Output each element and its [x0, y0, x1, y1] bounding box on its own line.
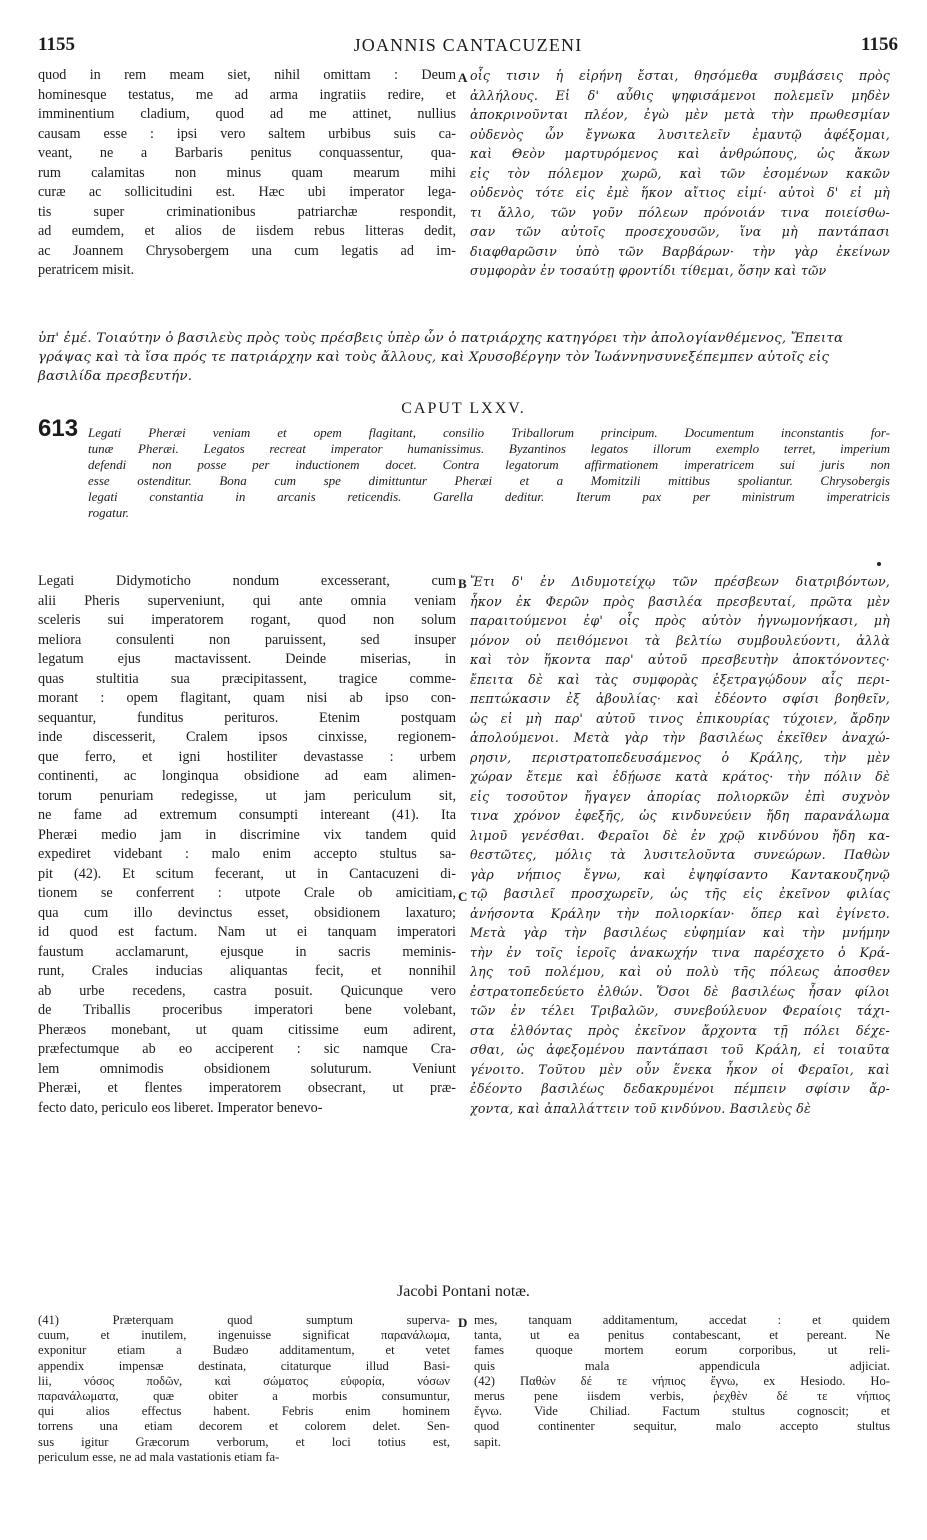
- text-line: alii Pheris superveniunt, qui ante omnia veniam: [38, 592, 456, 609]
- text-line: τὴν ἐν τοῖς ἱεροῖς ἀνακωχήν τινα παρέσχετο ὁ Κρά-: [470, 944, 890, 960]
- note-line: lii, νόσος ποδῶν, καὶ σώματος εὐφορία, νόσων: [38, 1373, 450, 1388]
- text-line: συνεξέπεμπεν αὐτοῖς εἰς βασιλίδα πρεσβευτήν.: [38, 350, 830, 384]
- text-line: quas stultitia sua præcipitassent, tragice comme-: [38, 670, 456, 687]
- summary-line: defendi non posse per inductionem docet. Contra legatorum affirmationem imperatricem sui juris non: [88, 457, 890, 472]
- text-line: meliora consulenti non paruissent, sed insuper: [38, 631, 456, 648]
- text-line: ἀπολούμενοι. Μετὰ γὰρ τὴν βασιλέως ἐκεῖθεν ἀναχώ-: [470, 730, 890, 745]
- greek-continuation-full: [38, 329, 890, 386]
- text-line: οἷς τισιν ἡ εἰρήνη ἔσται, θησόμεθα συμβάσεις πρὸς: [470, 68, 890, 83]
- running-title: JOANNIS CANTACUZENI: [353, 35, 583, 55]
- text-line: que ferro, et igni hostiliter devastasse : urbem: [38, 748, 456, 765]
- text-line: ρησιν, περιστρατοπεδευσάμενος ὁ Κράλης, τὴν μὲν: [470, 749, 890, 765]
- text-line: pit (42). Et scitum fecerant, ut in Cantacuzeni di-: [38, 865, 456, 882]
- text-line: Legati Didymoticho nondum excesserant, cum: [38, 573, 456, 589]
- note-line: fames quoque mortem eorum corporibus, ut reli-: [474, 1343, 890, 1358]
- text-line: quod in rem meam siet, nihil omittam : Deum: [38, 67, 456, 83]
- summary-line: rogatur.: [88, 505, 130, 520]
- text-line: γὰρ νήπιος ἔγνω, καὶ ἐψηφίσαντο Καντακουζηνῷ: [470, 866, 890, 882]
- note-line: (42) Παθὼν δέ τε νήπιος ἔγνω, ex Hesiodo. Ho-: [474, 1373, 890, 1388]
- text-line: σθαι, ὡς ἀφεξομένου παντάπασι τοῦ Κράλη, εἰ τοιαῦτα: [470, 1042, 890, 1057]
- text-line: στα ἐλθόντας πρὸς ἐκεῖνον ἄρχοντα τῇ πόλει δέχε-: [470, 1022, 890, 1038]
- text-line: εἰς τὸν πόλεμον χωρῶ, καὶ τῶν ἐσομένων κακῶν: [470, 165, 890, 181]
- text-line: καὶ Θεὸν μαρτυρόμενος καὶ ἀνθρώπους, ὡς ἄκων: [470, 146, 890, 161]
- text-line: εἰς τοσοῦτον ἤγαγεν ἀπορίας πολιορκῶν ἐπὶ συχνὸν: [470, 788, 890, 804]
- page-header: [38, 34, 898, 56]
- text-line: peratricem misit.: [38, 262, 135, 278]
- note-line: cuum, et inutilem, ingenuisse significat παρανάλωμα,: [38, 1328, 450, 1343]
- text-line: Ἔτι δ' ἐν Διδυμοτείχῳ τῶν πρέσβεων διατριβόντων,: [470, 574, 890, 589]
- note-line: periculum esse, ne ad mala vastationis etiam fa-: [38, 1449, 280, 1464]
- text-line: ad eumdem, et alios de iisdem rebus litteras dedit,: [38, 223, 456, 239]
- text-line: τῶν ἐν τέλει Τριβαλῶν, συνεβούλευον Φεραίοις τάχι-: [470, 1003, 890, 1018]
- text-line: ὑπ' ἐμέ. Τοιαύτην ὁ βασιλεὺς πρὸς τοὺς πρέσβεις ὑπὲρ ὧν ὁ πατριάρχης κατηγόρει τὴν ἀπολογίαν: [38, 331, 726, 346]
- note-line: sus igitur Græcorum verborum, et loci totius est,: [38, 1434, 450, 1449]
- greek-column-top: [470, 66, 890, 281]
- text-line: hominesque testatus, me ad arma ingratiis redire, et: [38, 86, 456, 103]
- text-line: Pheræi medio jam in discrimine vix tandem quid: [38, 826, 456, 843]
- greek-column-main: [470, 572, 890, 1118]
- note-line: merus pene iisdem verbis, ῥεχθὲν δέ τε νήπιος: [474, 1389, 890, 1404]
- latin-column-top: [38, 66, 456, 281]
- summary-line: Legati Pheræi veniam et opem flagitant, consilio Triballorum principum. Documentum inconstantis for-: [88, 425, 890, 440]
- note-line: appendix impensæ destinata, citaturque illud Basi-: [38, 1358, 450, 1373]
- note-line: exponitur etiam a Budæo additamentum, et vetet: [38, 1343, 450, 1358]
- notes-column-left: [38, 1313, 450, 1465]
- note-line: torrens una etiam decorem et colorem delet. Sen-: [38, 1419, 450, 1434]
- text-line: πεπτώκασιν ἐξ ἀβουλίας· καὶ ἐδέοντο σφίσι βοηθεῖν,: [470, 691, 890, 706]
- text-line: λης τοῦ πολέμου, καὶ οὐ πολὺ τῆς πόλεως ἀποσθεν: [470, 964, 890, 979]
- text-line: ne fame ad extremum consumpti intereant (41). Ita: [38, 807, 456, 823]
- text-line: οὐδενὸς τότε εἰς ἐμὲ ἥκον αἴτιος εἰμί· αὐτοὶ δ' εἰ μὴ: [470, 185, 890, 200]
- text-line: imminentium cladium, quod ad me attinet, nullius: [38, 106, 456, 122]
- page-number-right: 1156: [861, 34, 898, 55]
- text-line: runt, Crales inducias aliquantas fecit, et nonnihil: [38, 963, 456, 979]
- text-line: οὐδενὸς ὧν ἔγνωκα λυσιτελεῖν ἐμαυτῷ ἀφέξομαι,: [470, 126, 890, 142]
- text-line: συμφορὰν ἐν τοσαύτῃ φροντίδι τίθεμαι, ὅσην καὶ τῶν: [470, 263, 827, 278]
- text-line: ac Joannem Chrysobergem una cum legatis ad im-: [38, 242, 456, 259]
- text-line: torum penuriam redegisse, ut jam periculum sit,: [38, 787, 456, 804]
- note-line: qui alios effectus habent. Febris enim hominem: [38, 1404, 450, 1419]
- text-line: σαν τῶν αὐτοῖς προσεχουσῶν, ἵνα μὴ παντάπασι: [470, 224, 890, 239]
- margin-marker-d: D: [458, 1315, 468, 1330]
- text-line: ἀποκρινοῦνται πλέον, ἐγὼ μὲν μετὰ τὴν πρωθεσμίαν: [470, 107, 890, 122]
- ornament-dot: [877, 562, 881, 566]
- text-line: διαφθαρῶσιν ὑπὸ τῶν Βαρβάρων· τὴν γὰρ ἐκείνων: [470, 243, 890, 259]
- chapter-heading: CAPUT LXXV.: [401, 400, 526, 417]
- chapter-margin-number: 613: [38, 415, 79, 442]
- notes-heading: Jacobi Pontani notæ.: [397, 1283, 530, 1300]
- text-line: de Triballis proceribus imperatori bene volebant,: [38, 1002, 456, 1018]
- text-line: id quod est factum. Nam ut ei tanquam imperatori: [38, 924, 456, 940]
- text-line: ἀλλήλους. Εἰ δ' αὖθις ψηφισάμενοι πολεμεῖν μηδὲν: [470, 87, 890, 103]
- text-line: faustum acclamarunt, ejusque in sacris meminis-: [38, 943, 456, 960]
- page-number-left: 1155: [38, 34, 75, 55]
- text-line: ἧκον ἐκ Φερῶν πρὸς βασιλέα πρεσβευταί, πρῶτα μὲν: [470, 593, 890, 609]
- text-line: sequantur, funditus perituros. Etenim postquam: [38, 709, 456, 726]
- note-line: sapit.: [474, 1434, 501, 1449]
- notes-column-right: [474, 1313, 890, 1450]
- text-line: θεστῶτες, μόλις τὰ λυσιτελοῦντα συνεώρων. Παθὼν: [470, 847, 890, 862]
- text-line: tionem se conferrent : utpote Crale ob amicitiam,: [38, 885, 456, 901]
- text-line: præfectumque ab eo acciperent : sic namque Cra-: [38, 1041, 456, 1057]
- text-line: inde discesserit, Cralem ipsos cinxisse, regionem-: [38, 729, 456, 745]
- text-line: veant, ne a Barbaris penitus conquassentur, qua-: [38, 145, 456, 161]
- text-line: causam esse : ipsi vero saltem urbibus suis ca-: [38, 125, 456, 142]
- text-line: ab urbe recedens, castra posuit. Quicunque vero: [38, 982, 456, 999]
- text-line: τῷ βασιλεῖ προσχωρεῖν, ὡς τῆς εἰς ἐκεῖνον φιλίας: [470, 886, 890, 901]
- text-line: rum calamitas non minus quam mearum mihi: [38, 164, 456, 181]
- note-line: mes, tanquam additamentum, accedat : et quidem: [474, 1313, 890, 1327]
- text-line: qua cum illo devinctus esset, obsidionem laxaturo;: [38, 904, 456, 921]
- chapter-summary: [38, 415, 890, 521]
- text-line: legatum ejus mactavissent. Deinde miserias, in: [38, 651, 456, 667]
- text-line: continenti, ac longinqua obsidione ad eam alimen-: [38, 768, 456, 784]
- note-line: ἔγνω. Vide Chiliad. Factum stultus cognoscit; et: [474, 1404, 890, 1419]
- margin-marker-a: A: [458, 70, 468, 85]
- text-line: morant : opem flagitant, quam nisi ab ipso con-: [38, 690, 456, 706]
- note-line: tanta, ut ea penitus contabescant, et pereant. Ne: [474, 1328, 890, 1343]
- text-line: ἔπειτα δὲ καὶ τὰς συμφορὰς ἐξετραγῴδουν αἷς περι-: [470, 671, 890, 687]
- text-line: curæ ac sollicitudini est. Hæc ubi imperator lega-: [38, 184, 456, 200]
- summary-line: legati constantia in arcanis reticendis. Garella deditur. Iterum pax per ministrum imperatricis: [88, 489, 890, 504]
- text-line: χοντα, καὶ ἀπαλλάττειν τοῦ κινδύνου. Βασιλεὺς δὲ: [470, 1100, 811, 1116]
- text-line: τινα χρόνον ἐφεξῆς, ὡς κινδυνεύειν ἤδη παρανάλωμα: [470, 808, 890, 823]
- text-line: γένοιτο. Τοῦτου μὲν οὖν ἕνεκα ἧκον οἱ Φεραῖοι, καὶ: [470, 1061, 890, 1077]
- text-line: expediret videbant : malo enim accepto stultus sa-: [38, 846, 456, 862]
- text-line: καὶ τὸν ἥκοντα παρ' αὐτοῦ πρεσβευτὴν ἀποκτόνοντες·: [470, 652, 890, 667]
- text-line: ἐδέοντο βασιλέως δεδακρυμένοι πέμπειν σφίσιν ἄρ-: [470, 1081, 890, 1096]
- text-line: sceleris sui imperatorem rogant, quod non solum: [38, 612, 456, 628]
- note-line: quod continenter sequitur, malo accepto stultus: [474, 1419, 890, 1434]
- text-line: τι ἄλλο, τῶν γοῦν πόλεων πρόνοιάν τινα ποιείσθω-: [470, 204, 890, 220]
- text-line: θέμενος, Ἔπειτα γράψας καὶ τὰ ἴσα πρός τε πατριάρχην καὶ τοὺς ἄλλους, καὶ Χρυσοβέργην τὸν Ἰωάννην: [38, 331, 844, 365]
- margin-marker-b: B: [458, 576, 467, 591]
- note-line: παρανάλωματα, quæ obiter a morbis consumuntur,: [38, 1389, 450, 1404]
- summary-line: esse ostenditur. Bona cum spe dimittuntur Pheræi et a Momitzili mittibus spoliantur. Chrysobergis: [88, 473, 890, 488]
- text-line: Pheræos monebant, ut quam citissime eum adirent,: [38, 1021, 456, 1038]
- text-line: ὡς εἰ μὴ παρ' αὐτοῦ τινος ἐπικουρίας τύχοιεν, ἄρδην: [470, 710, 890, 726]
- text-line: Μετὰ γὰρ τὴν βασιλέως εὐφημίαν καὶ τὴν μνήμην: [470, 925, 890, 940]
- text-line: tis super criminationibus patriarchæ respondit,: [38, 203, 456, 220]
- text-line: ἀνήσοντα Κράλην τὴν πολιορκίαν· ὅπερ καὶ ἐγίνετο.: [470, 905, 890, 921]
- text-line: lem omnimodis obsidionem soluturum. Veniunt: [38, 1060, 456, 1077]
- text-line: λιμοῦ γενέσθαι. Φεραῖοι δὲ ἐν χρῷ κινδύνου ἤδη κα-: [470, 827, 890, 843]
- margin-marker-c: C: [458, 889, 468, 904]
- text-line: μόνον οὐ πειθόμενοι τὰ βελτίω συμβουλεύοντι, ἀλλὰ: [470, 632, 890, 648]
- text-line: Pheræi, et flentes imperatorem obsecrant, ut præ-: [38, 1080, 456, 1096]
- latin-column-main: [38, 572, 456, 1118]
- text-line: παραιτούμενοι ἐφ' οἷς πρὸς αὐτὸν ἠγνωμονήκασι, μὴ: [470, 613, 890, 628]
- note-line: quis mala appendicula adjiciat.: [474, 1358, 890, 1373]
- text-line: fecto dato, periculo eos liberet. Imperator benevo-: [38, 1099, 323, 1116]
- note-line: (41) Præterquam quod sumptum superva-: [38, 1313, 450, 1327]
- text-line: χώραν ἔτεμε καὶ ἐδῄωσε κατὰ κράτος· τὴν πόλιν δὲ: [470, 769, 890, 784]
- summary-line: tunæ Pheræi. Legatos recreat imperator humanissimus. Byzantinos legatos illorum exemplo terret, imperium: [88, 441, 890, 456]
- text-line: ἐστρατοπεδεύετο ἐλθών. Ὅσοι δὲ βασιλέως ἦσαν φίλοι: [470, 983, 890, 999]
